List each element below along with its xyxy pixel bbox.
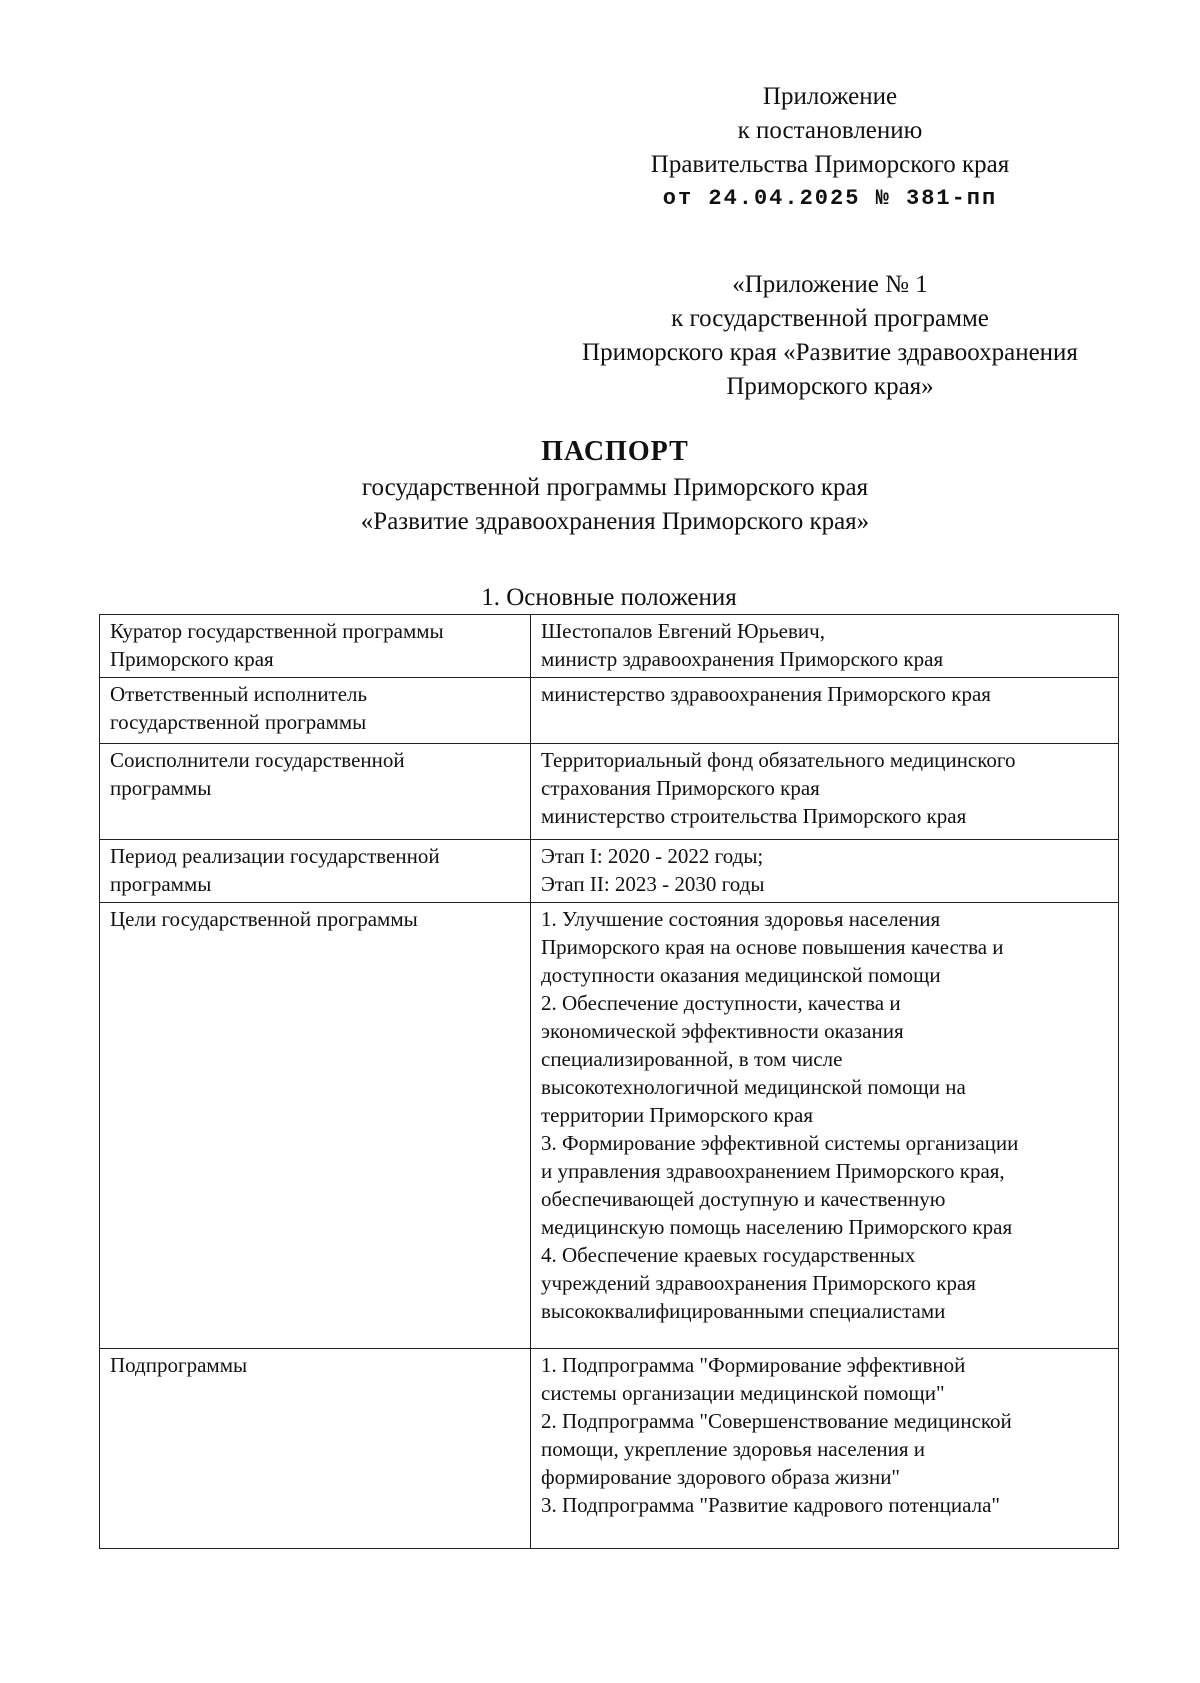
value-line: медицинскую помощь населению Приморского края (541, 1215, 1013, 1239)
passport-subtitle-line: государственной программы Приморского края (361, 474, 869, 501)
label-line: Ответственный исполнитель (110, 682, 368, 706)
row-label (100, 678, 531, 744)
label-line: программы (110, 776, 212, 800)
row-value (531, 615, 1119, 678)
program-appendix-header (535, 268, 1125, 404)
table-row (100, 1349, 1119, 1549)
label-line: программы (110, 872, 212, 896)
label-line: Куратор государственной программы (110, 619, 444, 643)
program-appendix-line: к государственной программе (671, 305, 989, 332)
value-line: обеспечивающей доступную и качественную (541, 1187, 946, 1211)
label-line: Подпрограммы (110, 1353, 248, 1377)
value-line: 2. Обеспечение доступности, качества и (541, 991, 901, 1015)
section-title: 1. Основные положения (481, 584, 737, 611)
value-line: территории Приморского края (541, 1103, 814, 1127)
value-line: 4. Обеспечение краевых государственных (541, 1243, 916, 1267)
program-appendix-line: Приморского края» (726, 373, 934, 400)
label-line: Соисполнители государственной (110, 748, 405, 772)
value-line: специализированной, в том числе (541, 1047, 843, 1071)
label-line: государственной программы (110, 710, 367, 734)
value-line: высокотехнологичной медицинской помощи на (541, 1075, 966, 1099)
value-line: министерство строительства Приморского края (541, 804, 967, 828)
table-row (100, 840, 1119, 903)
row-label (100, 903, 531, 1349)
value-line: Шестопалов Евгений Юрьевич, (541, 619, 825, 643)
row-value (531, 840, 1119, 903)
row-label (100, 615, 531, 678)
decree-appendix-header (590, 80, 1070, 216)
value-line: системы организации медицинской помощи" (541, 1381, 945, 1405)
row-value (531, 903, 1119, 1349)
appendix-line: Правительства Приморского края (650, 151, 1010, 178)
value-line: 3. Формирование эффективной системы организации (541, 1131, 1019, 1155)
value-line: 1. Улучшение состояния здоровья населения (541, 907, 941, 931)
row-value (531, 744, 1119, 840)
value-line: формирование здорового образа жизни" (541, 1465, 900, 1489)
value-line: Территориальный фонд обязательного медицинского (541, 748, 1016, 772)
label-line: Приморского края (110, 647, 274, 671)
appendix-line: к постановлению (737, 117, 923, 144)
passport-heading (270, 433, 960, 539)
decree-reference: от 24.04.2025 № 381-пп (662, 186, 998, 211)
table-row (100, 678, 1119, 744)
row-label (100, 1349, 531, 1549)
passport-table (99, 614, 1119, 1549)
passport-subtitle-line: «Развитие здравоохранения Приморского края» (360, 508, 870, 535)
value-line: 2. Подпрограмма "Совершенствование медицинской (541, 1409, 1012, 1433)
value-line: 3. Подпрограмма "Развитие кадрового потенциала" (541, 1493, 1000, 1517)
value-line: министр здравоохранения Приморского края (541, 647, 944, 671)
value-line: Приморского края на основе повышения качества и (541, 935, 1004, 959)
row-value (531, 1349, 1119, 1549)
value-line: страхования Приморского края (541, 776, 820, 800)
table-row (100, 615, 1119, 678)
row-label (100, 840, 531, 903)
program-appendix-line: «Приложение № 1 (732, 271, 928, 298)
value-line: и управления здравоохранением Приморского края, (541, 1159, 1005, 1183)
row-label (100, 744, 531, 840)
table-row (100, 744, 1119, 840)
table-row (100, 903, 1119, 1349)
value-line: учреждений здравоохранения Приморского края (541, 1271, 976, 1295)
value-line: высококвалифицированными специалистами (541, 1299, 946, 1323)
label-line: Цели государственной программы (110, 907, 418, 931)
value-line: министерство здравоохранения Приморского края (541, 682, 991, 706)
value-line: 1. Подпрограмма "Формирование эффективной (541, 1353, 966, 1377)
appendix-line: Приложение (762, 83, 898, 110)
value-line: доступности оказания медицинской помощи (541, 963, 941, 987)
value-line: Этап I: 2020 - 2022 годы; (541, 844, 764, 868)
passport-title: ПАСПОРТ (541, 436, 689, 467)
row-value (531, 678, 1119, 744)
value-line: Этап II: 2023 - 2030 годы (541, 872, 765, 896)
value-line: экономической эффективности оказания (541, 1019, 904, 1043)
program-appendix-line: Приморского края «Развитие здравоохранения (582, 339, 1078, 366)
label-line: Период реализации государственной (110, 844, 440, 868)
value-line: помощи, укрепление здоровья населения и (541, 1437, 926, 1461)
